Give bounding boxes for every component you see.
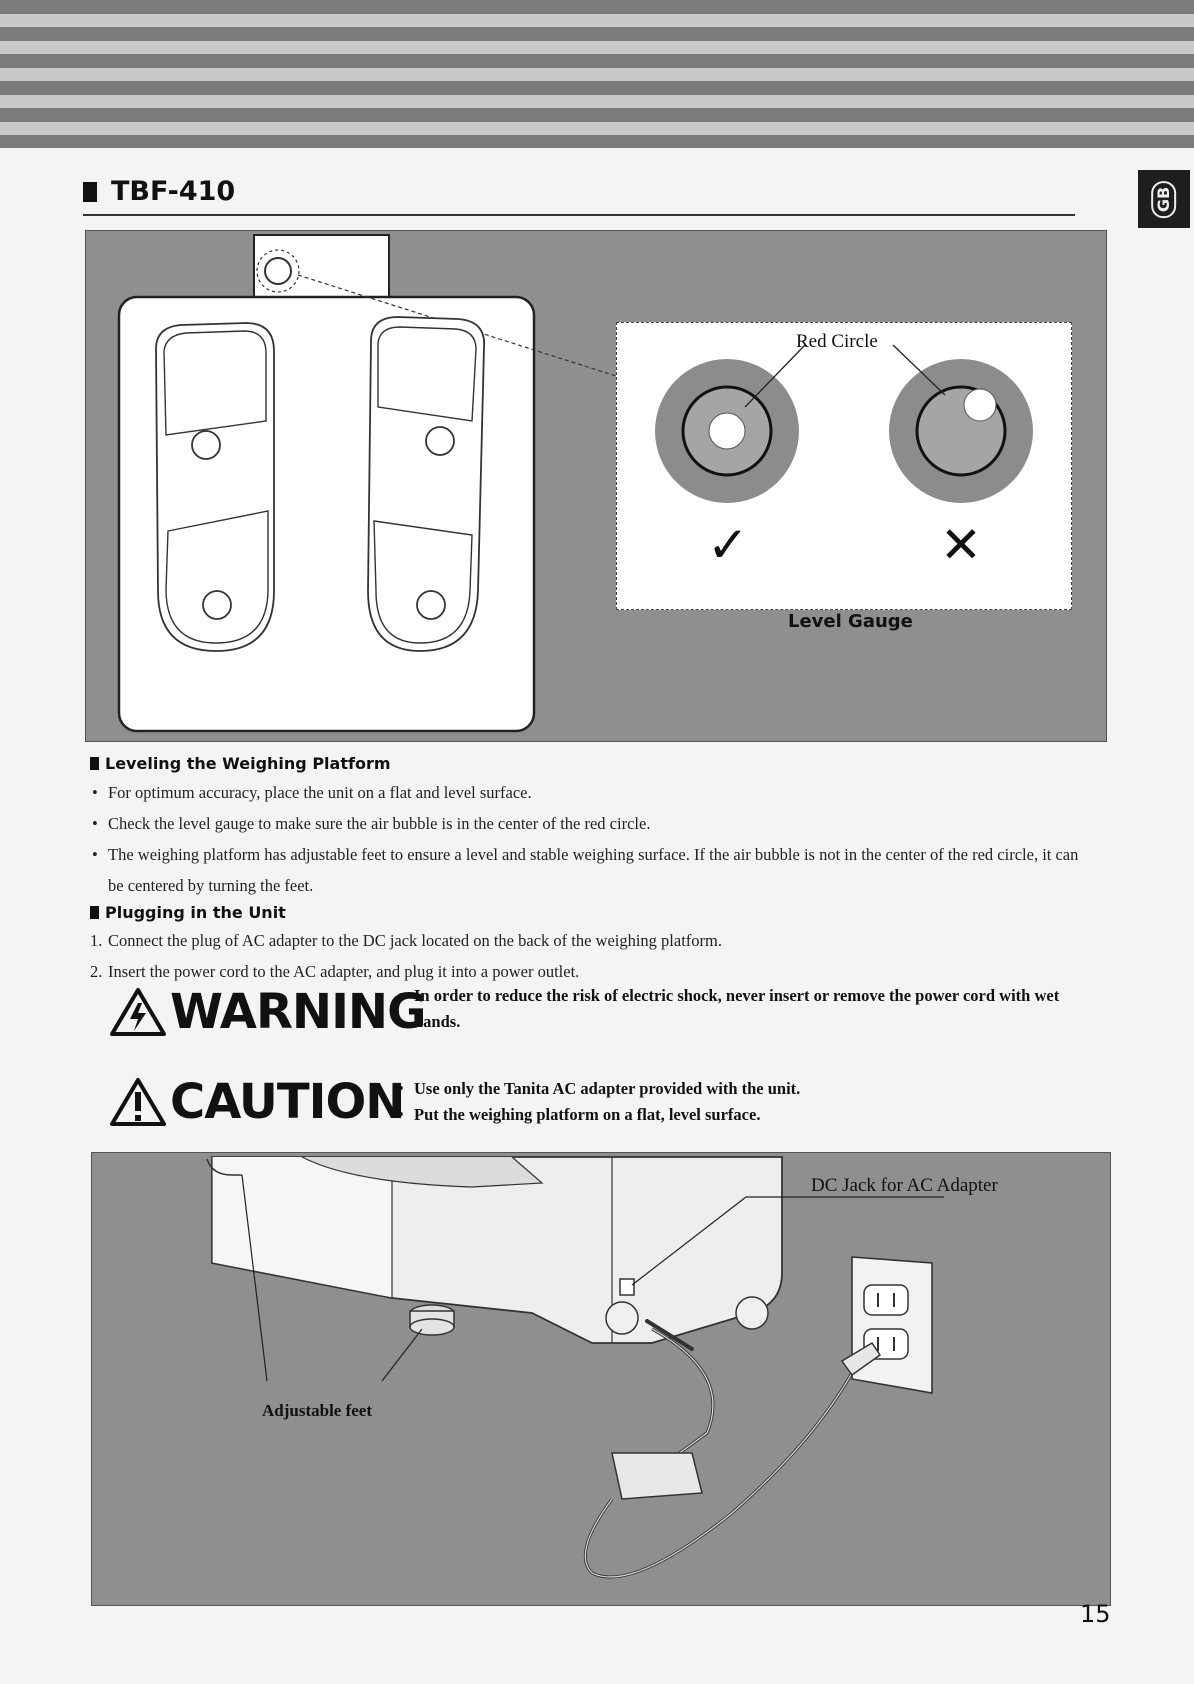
list-item: • Put the weighing platform on a flat, level surface. — [398, 1102, 1098, 1128]
dc-jack-label: DC Jack for AC Adapter — [811, 1175, 998, 1196]
plugging-steps — [90, 925, 1090, 987]
list-item: 2. Insert the power cord to the AC adapter, and plug it into a power outlet. — [90, 962, 580, 981]
list-item: • In order to reduce the risk of electric shock, never insert or remove the power cord with wet hands. — [398, 983, 1108, 1035]
caution-triangle-icon — [110, 1077, 166, 1127]
page-number: 15 — [1080, 1600, 1111, 1628]
level-gauge-illustration — [617, 323, 1071, 609]
title-rule — [83, 214, 1075, 216]
list-item: • For optimum accuracy, place the unit on a flat and level surface. — [90, 777, 1090, 808]
correct-mark-icon: ✓ — [707, 516, 749, 574]
model-title: TBF-410 — [111, 176, 236, 207]
incorrect-mark-icon: ✕ — [940, 516, 982, 574]
red-circle-label: Red Circle — [796, 331, 878, 352]
caution-label: CAUTION — [110, 1074, 404, 1130]
leveling-heading: Leveling the Weighing Platform — [90, 754, 391, 773]
leveling-list — [90, 777, 1090, 901]
language-tab — [1138, 170, 1190, 228]
page-title — [83, 176, 235, 207]
list-item: • The weighing platform has adjustable feet to ensure a level and stable weighing surface. If the air bubble is not in the center of the red circle, it can be centered by turning the feet. — [90, 839, 1090, 901]
plugging-heading: Plugging in the Unit — [90, 903, 286, 922]
title-square-icon — [83, 182, 97, 202]
warning-label: WARNING — [110, 984, 426, 1040]
heading-square-icon — [90, 757, 99, 770]
adapter-illustration — [92, 1153, 1110, 1605]
warning-list — [398, 983, 1108, 1035]
adapter-figure — [91, 1152, 1111, 1606]
language-tab-label: GB — [1151, 180, 1176, 217]
level-gauge-detail — [616, 322, 1072, 610]
list-item: • Check the level gauge to make sure the air bubble is in the center of the red circle. — [90, 808, 1090, 839]
level-gauge-label: Level Gauge — [788, 611, 913, 632]
adjustable-feet-label: Adjustable feet — [262, 1401, 373, 1420]
list-item: 1. Connect the plug of AC adapter to the DC jack located on the back of the weighing platform. — [90, 931, 722, 950]
list-item: • Use only the Tanita AC adapter provided with the unit. — [398, 1076, 1098, 1102]
warning-triangle-icon — [110, 987, 166, 1037]
caution-list — [398, 1076, 1098, 1128]
header-stripes — [0, 0, 1194, 148]
heading-square-icon — [90, 906, 99, 919]
